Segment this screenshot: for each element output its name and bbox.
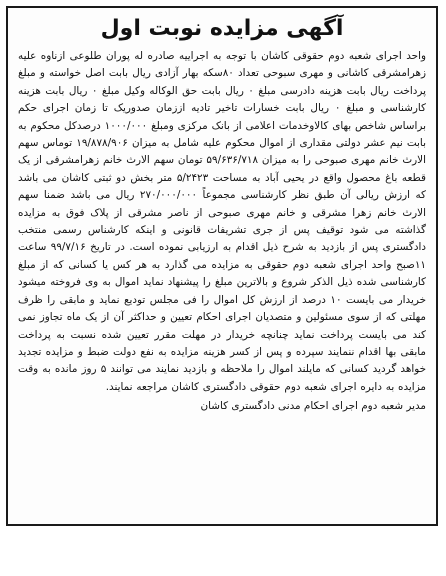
notice-signature: مدیر شعبه دوم اجرای احکام مدنی دادگستری کاشان <box>200 400 426 413</box>
notice-frame <box>6 6 438 526</box>
notice-body: واحد اجرای شعبه دوم حقوقی کاشان با توجه به اجراییه صادره له پوران طلوعی ازناوه علیه زهرامشرقی کاشانی و مهری سبوحی تعداد ۸۰سکه بهار آزادی ریال بابت اصل خواسته و مبلغ پرداخت ریال بابت هزینه دادرسی مبلغ ۰ ریال بابت حق الوکاله وکیل مبلغ ۰ ریال بابت هزینه کارشناسی و مبلغ ۰ ریال بابت خسارات تاخیر تادیه اززمان صدوریک تا زمان اجرای حکم براساس شاخص بهای کالاوخدمات اعلامی از بانک مرکزی ومبلغ ۱۰۰۰/۰۰۰ درصدکل محکوم به بابت نیم عشر دولتی مقداری از اموال محکوم علیه شامل به میزان ۱۹/۸۷۸/۹۰۶ توماس سهم الارث خانم مهری صبوحی را به میزان ۵۹/۶۳۶/۷۱۸ تومان سهم الارث خانم زهرامشرقی از یک قطعه باغ محصول واقع در یحیی آباد به مساحت ۵/۲۴۲۳ متر بخش دو ثبتی کاشان می باشد که ارزش ریالی آن طبق نظر کارشناسی مجموعاً ۲۷۰/۰۰۰/۰۰۰ ریال می باشد ضمنا سهم الارث خانم زهرا مشرقی و خانم مهری صبوحی از ناصر مشرقی از پلاک فوق به مزایده گذاشته می شود توقیف پس از جری تشریفات قانونی و اینکه کارشناس رسمی منتخب دادگستری پس از بازدید به شرح ذیل اقدام به ارزیابی نموده است. در تاریخ ۹۹/۷/۱۶ ساعت ۱۱صبح واحد اجرای شعبه دوم حقوقی به مزایده می گذارد به هر کس یا کسانی که از مبلغ کارشناسی شده ذیل الذکر شروع و بالاترین مبلغ را پیشنهاد نماید اموال به وی فروخته میشود خریدار می بایست ۱۰ درصد از ارزش کل اموال را فی مجلس تودیع نماید و مابقی را ظرف مهلتی که از سوی مسئولین و متصدیان اجرای احکام تعیین و حداکثر آن از یک ماه تجاوز نمی کند می بایست پرداخت نماید چنانچه خریدار در مهلت مقرر تعیین شده نسبت به پرداخت مابقی بها اقدام ننمایند سپرده و پس از کسر هزینه مزایده به نفع دولت ضبط و مزایده تجدید خواهد گردید کسانی که مایلند اموال را ملاحظه و بازدید نمایند می توانند ۵ روز مانده به وقت مزایده به دایره اجرای شعبه دوم حقوقی دادگستری کاشان مراجعه نمایند. <box>18 50 427 393</box>
notice-title: آگهی مزایده نوبت اول <box>100 16 344 41</box>
